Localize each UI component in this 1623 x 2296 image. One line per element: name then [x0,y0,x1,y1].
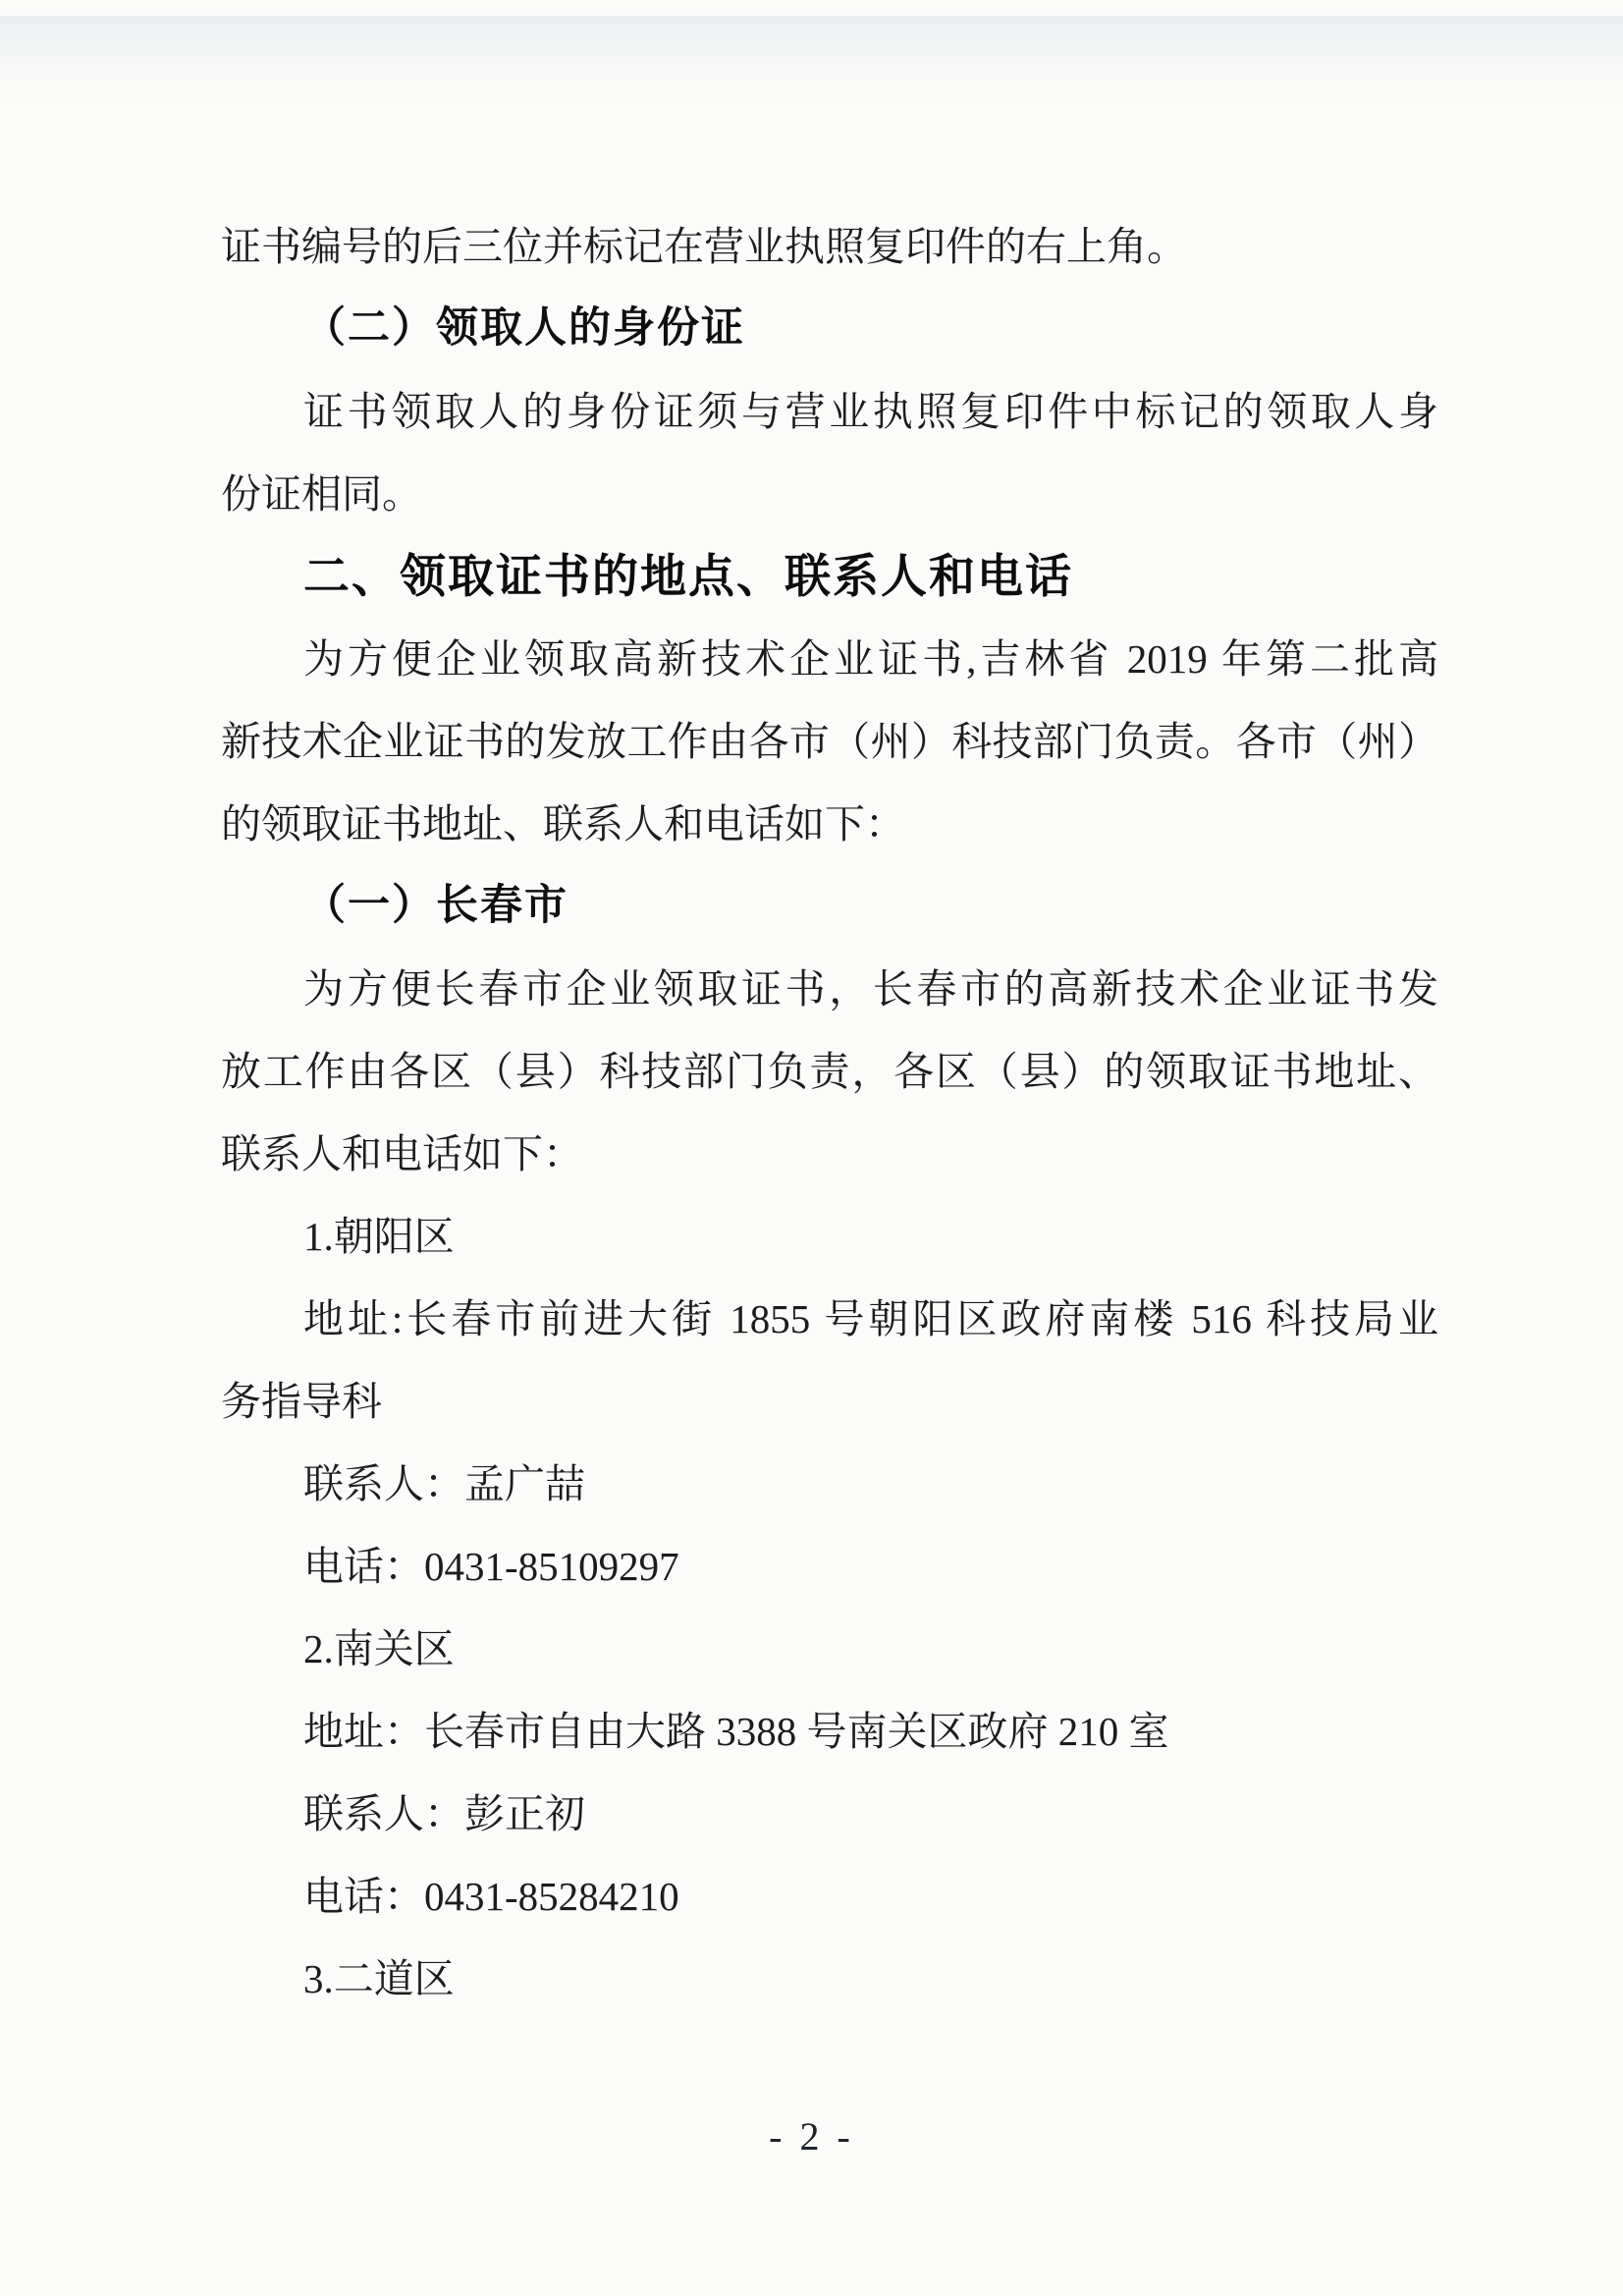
text-line: 证书编号的后三位并标记在营业执照复印件的右上角。 [221,224,1187,269]
section-heading: （一）长春市 [303,883,568,929]
text-line: 电话：0431-85284210 [303,1874,679,1919]
text-line: 为方便企业领取高新技术企业证书,吉林省 2019 年第二批高 [303,636,1438,682]
text-line: 联系人：彭正初 [303,1791,585,1836]
text-line: 3.二道区 [303,1956,455,2001]
page-number: - 2 - [769,2114,854,2159]
text-line: 2.南关区 [303,1626,455,1671]
section-heading: （二）领取人的身份证 [303,305,745,352]
text-line: 1.朝阳区 [303,1214,455,1259]
document-body [221,205,1438,2020]
text-line: 务指导科 [221,1379,382,1424]
text-line: 份证相同。 [221,471,422,517]
text-line: 放工作由各区（县）科技部门负责，各区（县）的领取证书地址、 [221,1049,1438,1094]
text-line: 为方便长春市企业领取证书，长春市的高新技术企业证书发 [303,966,1438,1011]
text-line: 联系人和电话如下： [221,1131,583,1176]
text-line: 联系人：孟广喆 [303,1461,585,1506]
text-line: 地址：长春市自由大路 3388 号南关区政府 210 室 [303,1709,1169,1754]
section-heading: 二、领取证书的地点、联系人和电话 [303,550,1073,602]
text-line: 电话：0431-85109297 [303,1544,679,1589]
text-line: 新技术企业证书的发放工作由各市（州）科技部门负责。各市（州） [221,719,1438,764]
text-line: 的领取证书地址、联系人和电话如下： [221,801,905,847]
text-line: 地址:长春市前进大街 1855 号朝阳区政府南楼 516 科技局业 [303,1296,1438,1341]
text-line: 证书领取人的身份证须与营业执照复印件中标记的领取人身 [303,389,1438,434]
